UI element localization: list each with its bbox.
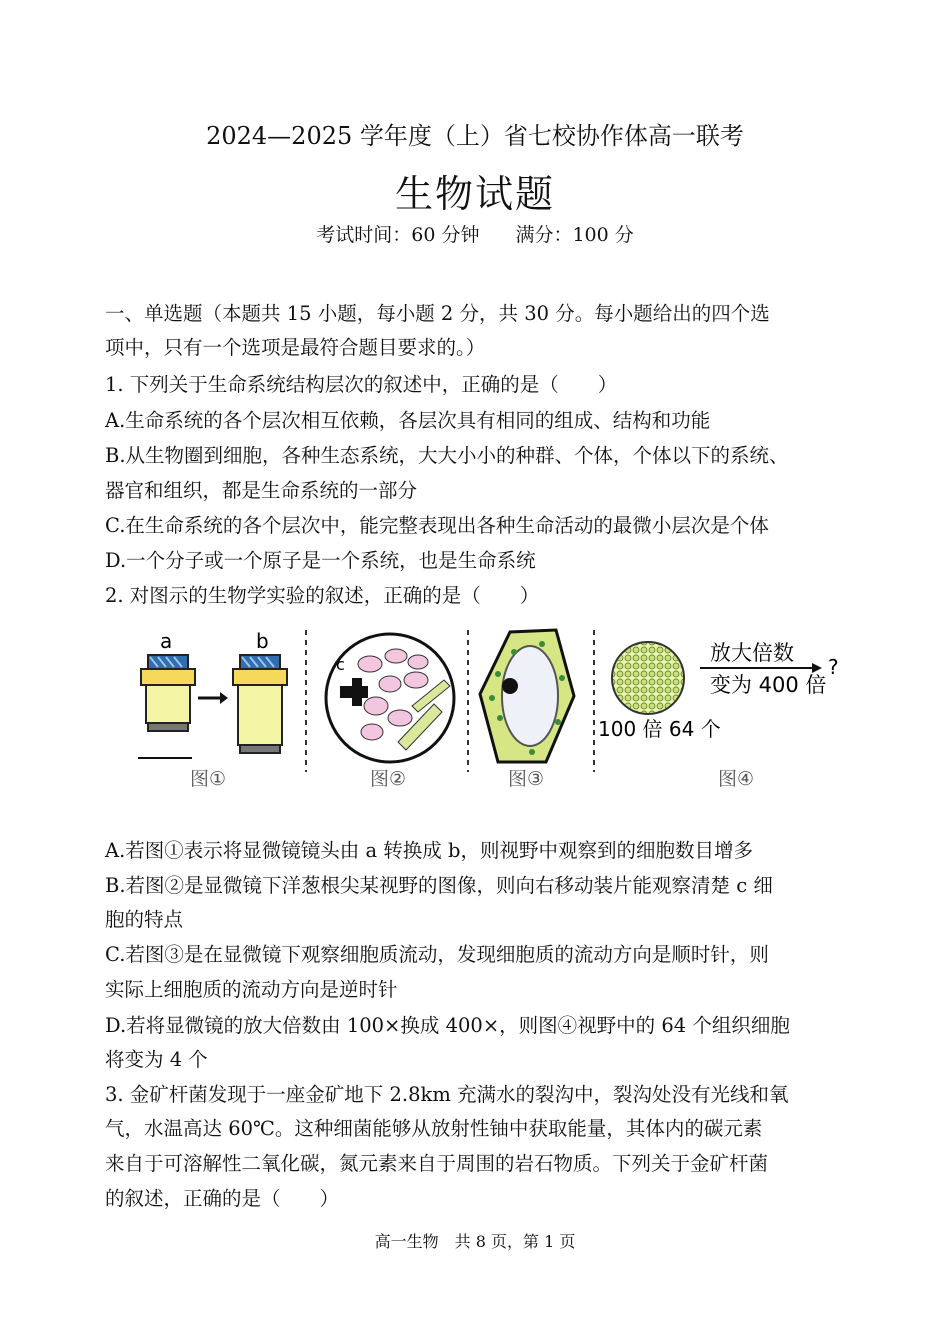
full-score: 满分：100 分 <box>515 224 634 246</box>
exam-meta <box>0 220 950 247</box>
q2-option-d-cont: 将变为 4 个 <box>105 1048 208 1071</box>
tissue-field-icon <box>612 642 684 714</box>
q1-stem: 1. 下列关于生命系统结构层次的叙述中，正确的是（ ） <box>105 373 618 396</box>
q1-option-b-cont: 器官和组织，都是生命系统的一部分 <box>105 479 418 502</box>
mag-label-2: 变为 400 倍 <box>710 673 827 697</box>
q2-option-b: B.若图②是显微镜下洋葱根尖某视野的图像，则向右移动装片能观察清楚 c 细 <box>105 874 773 897</box>
q3-stem-4: 的叙述，正确的是（ ） <box>105 1187 340 1210</box>
page-footer: 高一生物 共 8 页，第 1 页 <box>374 1232 576 1251</box>
question-mark: ? <box>828 655 839 679</box>
label-a: a <box>160 629 173 653</box>
q2-option-c: C.若图③是在显微镜下观察细胞质流动，发现细胞质的流动方向是顺时针，则 <box>105 943 769 966</box>
count-label: 100 倍 64 个 <box>598 717 721 741</box>
q2-option-b-cont: 胞的特点 <box>105 908 184 931</box>
exam-time: 考试时间：60 分钟 <box>316 224 480 246</box>
q3-stem-2: 气，水温高达 60℃。这种细菌能够从放射性铀中获取能量，其体内的碳元素 <box>105 1117 763 1140</box>
q1-option-c: C.在生命系统的各个层次中，能完整表现出各种生命活动的最微小层次是个体 <box>105 514 769 537</box>
fig3-caption: 图③ <box>508 768 545 790</box>
fig4-caption: 图④ <box>718 768 755 790</box>
subject-title: 生物试题 <box>394 172 555 216</box>
label-b: b <box>256 629 269 653</box>
q2-stem: 2. 对图示的生物学实验的叙述，正确的是（ ） <box>105 584 540 607</box>
q2-option-c-cont: 实际上细胞质的流动方向是逆时针 <box>105 978 398 1001</box>
q3-stem-3: 来自于可溶解性二氧化碳，氮元素来自于周围的岩石物质。下列关于金矿杆菌 <box>105 1152 769 1175</box>
exam-title: 2024—2025 学年度（上）省七校协作体高一联考 <box>206 122 744 150</box>
objective-a-icon <box>141 655 195 731</box>
q2-option-a: A.若图①表示将显微镜镜头由 a 转换成 b，则视野中观察到的细胞数目增多 <box>105 839 753 862</box>
q1-option-d: D.一个分子或一个原子是一个系统，也是生命系统 <box>105 549 536 572</box>
q2-figure <box>128 622 848 802</box>
objective-b-icon <box>233 655 287 753</box>
plant-cell-icon <box>480 630 574 762</box>
root-tip-field-icon <box>326 634 454 762</box>
fig2-caption: 图② <box>370 768 407 790</box>
q2-option-d: D.若将显微镜的放大倍数由 100×换成 400×，则图④视野中的 64 个组织细胞 <box>105 1014 790 1037</box>
section-heading-cont: 项中，只有一个选项是最符合题目要求的。） <box>105 336 486 359</box>
section-heading: 一、单选题（本题共 15 小题，每小题 2 分，共 30 分。每小题给出的四个选 <box>105 302 770 325</box>
q1-option-b: B.从生物圈到细胞，各种生态系统，大大小小的种群、个体，个体以下的系统、 <box>105 444 789 467</box>
q1-option-a: A.生命系统的各个层次相互依赖，各层次具有相同的组成、结构和功能 <box>105 409 711 432</box>
fig1-caption: 图① <box>190 768 227 790</box>
label-c: c <box>336 655 345 674</box>
mag-label-1: 放大倍数 <box>710 641 794 665</box>
q3-stem-1: 3. 金矿杆菌发现于一座金矿地下 2.8km 充满水的裂沟中，裂沟处没有光线和氧 <box>105 1083 789 1106</box>
